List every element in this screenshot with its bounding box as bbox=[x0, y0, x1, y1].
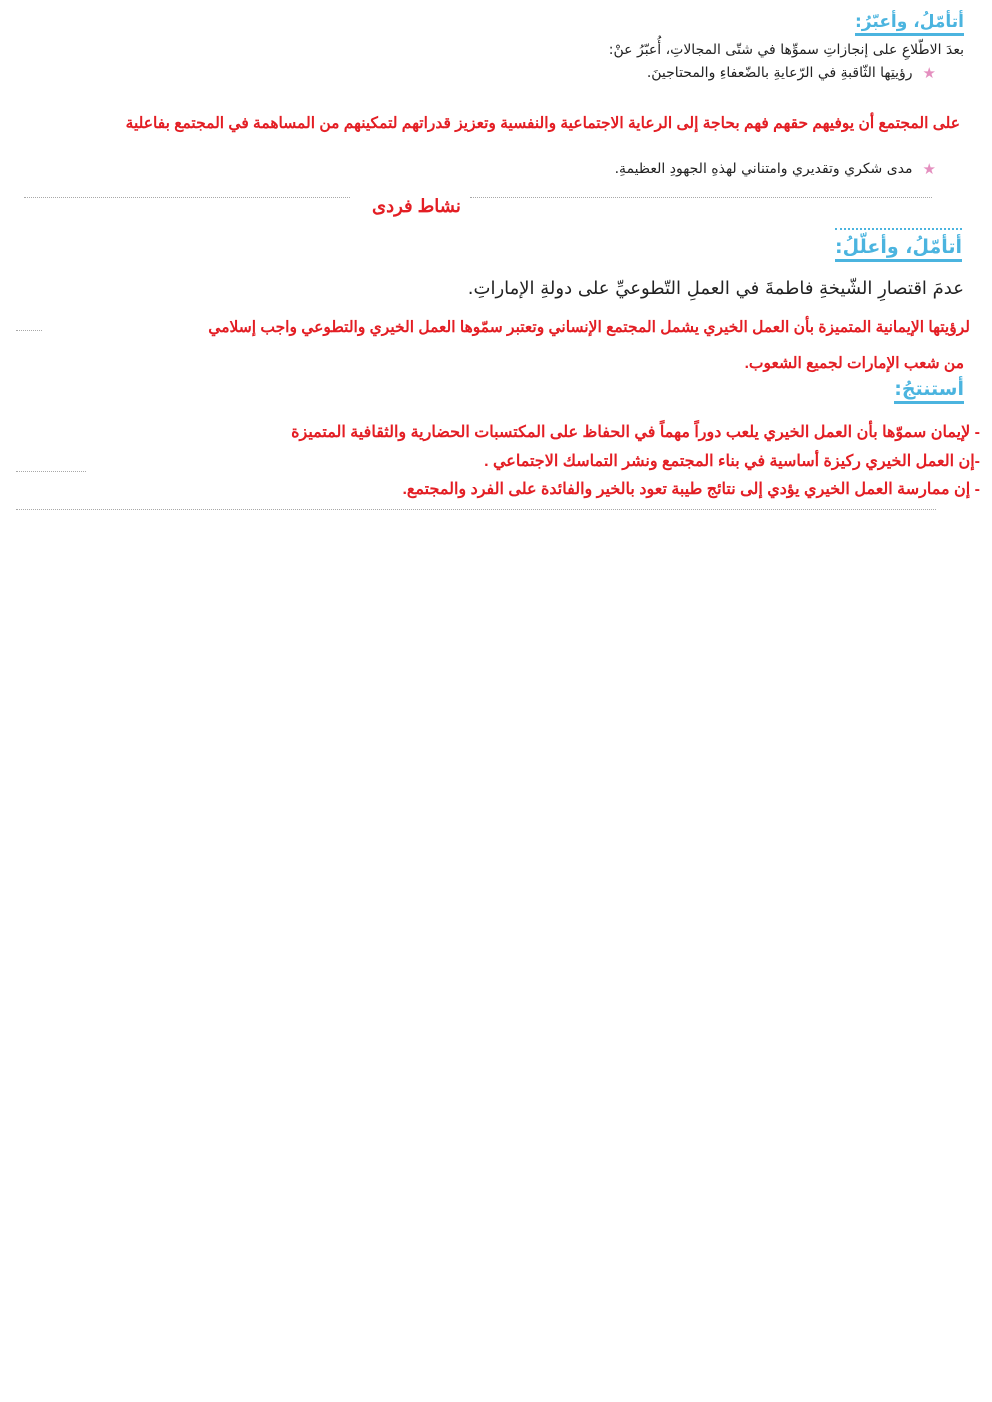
conclusion-item-1: - لإيمان سموّها بأن العمل الخيري يلعب دوراً مهماً في الحفاظ على المكتسبات الحضارية والثقافية المتميزة bbox=[291, 424, 980, 441]
bullet-item-1 bbox=[647, 64, 936, 82]
conclusion-item-3: - إن ممارسة العمل الخيري يؤدي إلى نتائج طيبة تعود بالخير والفائدة على الفرد والمجتمع. bbox=[402, 481, 980, 498]
bullet-text-1: رؤيتِها الثّاقبةِ في الرّعايةِ بالضّعفاءِ والمحتاجينَ. bbox=[646, 65, 913, 81]
answer-1: على المجتمع أن يوفيهم حقهم فهم بحاجة إلى الرعاية الاجتماعية والنفسية وتعزيز قدراتهم لتمكينهم من المساهمة في المجتمع بفاعلية bbox=[125, 115, 960, 132]
section3-heading-text: أستنتجُ: bbox=[894, 378, 964, 400]
heading-wave bbox=[835, 228, 962, 236]
dotted-line bbox=[470, 197, 932, 198]
section2-heading-text: أتأمّلُ، وأعلّلُ: bbox=[835, 236, 962, 258]
heading-underline bbox=[835, 259, 962, 262]
section3-heading bbox=[894, 378, 964, 400]
star-icon: ★ bbox=[922, 160, 936, 178]
section1-intro: بعدَ الاطّلاعِ على إنجازاتِ سموِّها في شتّى المجالاتِ، أُعبّرُ عنْ: bbox=[608, 42, 964, 58]
section1-heading bbox=[855, 12, 964, 32]
answer-2-line1: لرؤيتها الإيمانية المتميزة بأن العمل الخيري يشمل المجتمع الإنساني وتعتبر سمّوها العمل الخيري والتطوعي واجب إسلامي bbox=[208, 319, 970, 336]
answer-2-line2: من شعب الإمارات لجميع الشعوب. bbox=[744, 355, 964, 372]
dotted-line bbox=[16, 509, 936, 510]
section2-question: عدمَ اقتصارِ الشّيخةِ فاطمةَ في العملِ التّطوعيِّ على دولةِ الإماراتِ. bbox=[467, 278, 964, 299]
section1-heading-text: أتأمّلُ، وأعبّرُ: bbox=[855, 12, 964, 32]
heading-underline bbox=[894, 401, 964, 404]
heading-underline bbox=[855, 33, 964, 36]
dotted-line bbox=[16, 330, 42, 331]
dotted-line bbox=[24, 197, 350, 198]
section2-heading bbox=[835, 236, 962, 258]
dotted-line bbox=[16, 471, 86, 472]
conclusion-item-2: -إن العمل الخيري ركيزة أساسية في بناء المجتمع ونشر التماسك الاجتماعي . bbox=[484, 453, 980, 470]
bullet-text-2: مدى شكري وتقديري وامتناني لهذهِ الجهودِ العظيمةِ. bbox=[614, 161, 913, 177]
activity-label: نشاط فردى bbox=[372, 196, 461, 216]
bullet-item-2 bbox=[615, 160, 936, 178]
star-icon: ★ bbox=[922, 64, 936, 82]
